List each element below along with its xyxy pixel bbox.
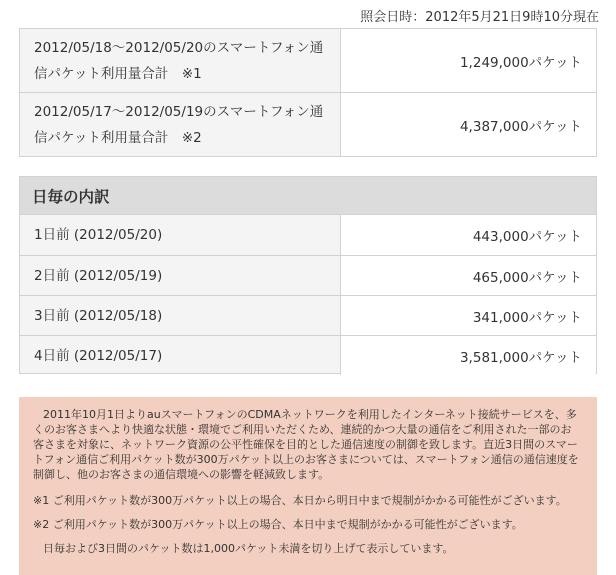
daily-value: 341,000パケット [340, 296, 596, 335]
summary-value: 1,249,000パケット [340, 29, 596, 92]
summary-table [19, 28, 597, 157]
daily-row [20, 215, 596, 255]
inquiry-timestamp: 照会日時：2012年5月21日9時10分現在 [360, 10, 599, 25]
summary-row-3day-previous [20, 92, 596, 156]
summary-label: 2012/05/17〜2012/05/19のスマートフォン通信パケット利用量合計 ※2 [34, 103, 324, 146]
daily-row [20, 295, 596, 335]
summary-value: 4,387,000パケット [340, 93, 596, 156]
daily-label: 4日前 (2012/05/17) [34, 347, 163, 364]
daily-breakdown-table [19, 176, 597, 374]
daily-breakdown-title: 日毎の内訳 [20, 177, 596, 215]
daily-row [20, 255, 596, 295]
daily-rows [20, 215, 596, 375]
daily-label: 3日前 (2012/05/18) [34, 307, 163, 324]
daily-label: 1日前 (2012/05/20) [34, 227, 163, 243]
notice-main-text: 2011年10月1日よりauスマートフォンのCDMAネットワークを利用したインターネット接続サービスを、多くのお客さまへより快適な状態・環境でご利用いただくため、連続的かつ大量の通信をご利用された一部のお客さまを対象に、ネットワーク資源の公平性確保を目的とした通信速度の制御を致します。直近3日間のスマートフォン通信ご利用パケット数が300万パケット以上のお客さまについては、スマートフォン通信の通信速度を制御し、他のお客さまの通信環境への影響を軽減致します。 [33, 408, 579, 481]
notice-footnote-2: ※2 ご利用パケット数が300万パケット以上の場合、本日中まで規制がかかる可能性がございます。 [33, 518, 523, 531]
summary-label: 2012/05/18〜2012/05/20のスマートフォン通信パケット利用量合計 ※1 [34, 39, 324, 82]
daily-value: 443,000パケット [340, 215, 596, 255]
daily-value: 465,000パケット [340, 256, 596, 295]
notice-rounding-note: 日毎および3日間のパケット数は1,000パケット未満を切り上げて表示しています。 [43, 542, 454, 555]
daily-label: 2日前 (2012/05/19) [34, 267, 163, 284]
daily-value: 3,581,000パケット [340, 336, 596, 375]
notice-footnote-1: ※1 ご利用パケット数が300万パケット以上の場合、本日から明日中まで規制がかかる可能性がございます。 [33, 494, 567, 507]
daily-row [20, 335, 596, 375]
notice-box [19, 397, 597, 575]
summary-row-3day-current [20, 29, 596, 92]
